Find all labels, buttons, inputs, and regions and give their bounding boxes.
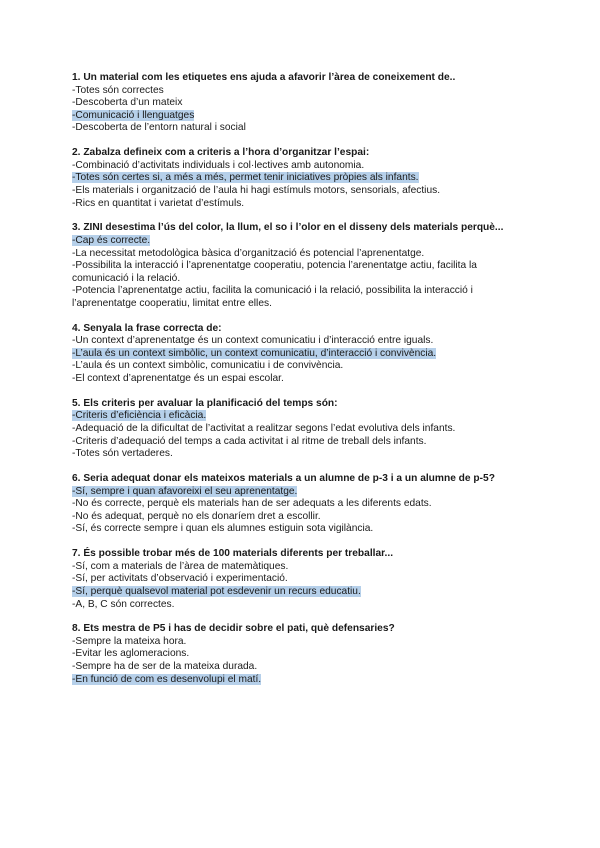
- answer-text: -Un context d’aprenentatge és un context comunicatiu i d’interacció entre iguals.: [72, 335, 434, 347]
- answer-text: -Totes són correctes: [72, 84, 164, 96]
- question-list: [72, 72, 532, 698]
- answer-option: [72, 661, 532, 674]
- answer-option-highlighted: [72, 486, 532, 499]
- question-title: 6. Seria adequat donar els mateixos materials a un alumne de p-3 i a un alumne de p-5?: [72, 472, 495, 484]
- answer-text: -Descoberta de l’entorn natural i social: [72, 122, 246, 134]
- answer-option: [72, 248, 532, 261]
- answer-text: -Sí, és correcte sempre i quan els alumnes estiguin sota vigilància.: [72, 523, 374, 535]
- answer-option: [72, 285, 532, 310]
- answer-option: [72, 523, 532, 536]
- answer-text: -Totes són vertaderes.: [72, 448, 173, 460]
- answer-option: [72, 85, 532, 98]
- answer-text: -Combinació d’activitats individuals i col·lectives amb autonomia.: [72, 159, 365, 171]
- answer-option: [72, 122, 532, 135]
- question-block: [72, 72, 532, 135]
- answer-text: -Descoberta d’un mateix: [72, 97, 183, 109]
- answer-option: [72, 160, 532, 173]
- question-block: [72, 147, 532, 210]
- answer-text: -A, B, C són correctes.: [72, 598, 175, 610]
- answer-option: [72, 260, 532, 285]
- answer-text: -Potencia l’aprenentatge actiu, facilita la comunicació i la relació, possibilita la interacció i l’aprenentatge cooperatiu, limitat entre elles.: [72, 285, 473, 309]
- question-block: [72, 623, 532, 686]
- answer-option: [72, 423, 532, 436]
- answer-option: [72, 373, 532, 386]
- question-block: [72, 323, 532, 386]
- answer-text: -Possibilita la interacció i l’aprenentatge cooperatiu, potencia l’arenentatge actiu, facilita la comunicació i la relació.: [72, 260, 477, 284]
- answer-option: [72, 561, 532, 574]
- answer-option-highlighted: [72, 235, 532, 248]
- answer-option-highlighted: [72, 110, 532, 123]
- question-block: [72, 473, 532, 536]
- answer-option: [72, 599, 532, 612]
- question-title: 2. Zabalza defineix com a criteris a l’hora d’organitzar l’espai:: [72, 147, 370, 159]
- answer-option: [72, 185, 532, 198]
- answer-option-highlighted: [72, 172, 532, 185]
- answer-text: -Rics en quantitat i varietat d’estímuls.: [72, 197, 245, 209]
- question-title: 8. Ets mestra de P5 i has de decidir sobre el pati, què defensaries?: [72, 623, 395, 635]
- answer-text: -Sí, sempre i quan afavoreixi el seu aprenentatge.: [72, 485, 298, 497]
- answer-text: -Cap és correcte.: [72, 234, 151, 246]
- answer-text: -Comunicació i llenguatges: [72, 109, 195, 121]
- question-title: 5. Els criteris per avaluar la planificació del temps són:: [72, 397, 338, 409]
- question-title: 7. És possible trobar més de 100 materials diferents per treballar...: [72, 548, 394, 560]
- answer-text: -Sempre la mateixa hora.: [72, 635, 187, 647]
- question-title: 4. Senyala la frase correcta de:: [72, 322, 222, 334]
- answer-text: -Sí, per activitats d’observació i experimentació.: [72, 573, 288, 585]
- answer-option: [72, 573, 532, 586]
- answer-text: -L’aula és un context simbòlic, un context comunicatiu, d’interacció i convivència.: [72, 347, 437, 359]
- answer-option: [72, 511, 532, 524]
- answer-text: -El context d’aprenentatge és un espai escolar.: [72, 373, 284, 385]
- answer-option: [72, 448, 532, 461]
- answer-option: [72, 436, 532, 449]
- answer-option-highlighted: [72, 586, 532, 599]
- question-block: [72, 548, 532, 611]
- answer-option-highlighted: [72, 348, 532, 361]
- answer-option: [72, 360, 532, 373]
- answer-text: -Sempre ha de ser de la mateixa durada.: [72, 661, 258, 673]
- answer-text: -Criteris d’eficiència i eficàcia.: [72, 410, 207, 422]
- answer-option: [72, 335, 532, 348]
- answer-option-highlighted: [72, 410, 532, 423]
- question-block: [72, 222, 532, 310]
- answer-text: -Adequació de la dificultat de l’activitat a realitzar segons l’edat evolutiva dels infants.: [72, 423, 456, 434]
- question-block: [72, 398, 532, 461]
- answer-option: [72, 636, 532, 649]
- answer-option: [72, 648, 532, 661]
- answer-option: [72, 198, 532, 211]
- answer-text: -No és adequat, perquè no els donaríem dret a escollir.: [72, 510, 321, 522]
- answer-text: -La necessitat metodològica bàsica d’organització és potencial l’aprenentatge.: [72, 247, 425, 259]
- answer-option: [72, 498, 532, 511]
- answer-text: -Sí, perquè qualsevol material pot esdevenir un recurs educatiu.: [72, 585, 361, 597]
- answer-text: -Evitar les aglomeracions.: [72, 648, 190, 660]
- answer-option: [72, 97, 532, 110]
- answer-option-highlighted: [72, 674, 532, 687]
- answer-text: -En funció de com es desenvolupi el matí.: [72, 673, 262, 685]
- answer-text: -Totes són certes si, a més a més, permet tenir iniciatives pròpies als infants.: [72, 172, 419, 184]
- answer-text: -No és correcte, perquè els materials han de ser adequats a les diferents edats.: [72, 498, 432, 510]
- answer-text: -L’aula és un context simbòlic, comunicatiu i de convivència.: [72, 360, 344, 372]
- answer-text: -Els materials i organització de l’aula hi hagi estímuls motors, sensorials, afectius.: [72, 184, 441, 196]
- answer-text: -Criteris d’adequació del temps a cada activitat i al ritme de treball dels infants.: [72, 435, 427, 447]
- answer-text: -Sí, com a materials de l’àrea de matemàtiques.: [72, 560, 289, 572]
- question-title: 3. ZINI desestima l’ús del color, la llum, el so i l’olor en el disseny dels materials perquè...: [72, 222, 504, 234]
- question-title: 1. Un material com les etiquetes ens ajuda a afavorir l’àrea de coneixement de..: [72, 72, 456, 83]
